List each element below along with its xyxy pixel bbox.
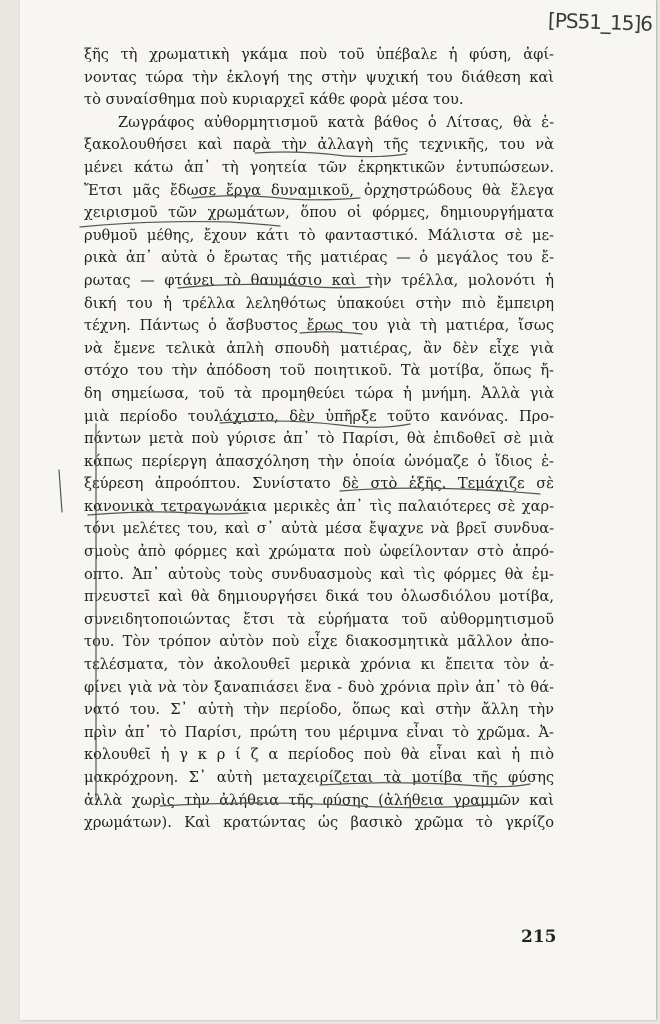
handwritten-archive-note: [PS51_15]6 <box>547 8 653 36</box>
text-line: τόνι μελέτες του, καὶ σ᾽ αὐτὰ μέσα ἔψαχνε νὰ βρεῖ συνδυα- <box>84 520 554 538</box>
text-line: χειρισμοῦ τῶν χρωμάτων, ὅπου οἱ φόρμες, δημιουργήματα <box>84 204 554 222</box>
text-line: δη σημείωσα, τοῦ τὰ προμηθεύει τώρα ἡ μνήμη. Ἀλλὰ γιὰ <box>84 384 554 402</box>
text-line: μακρόχρονη. Σ᾽ αὐτὴ μεταχειρίζεται τὰ μοτίβα τῆς φύσης <box>84 769 554 786</box>
body-text <box>84 44 554 835</box>
text-line: τὸ συναίσθημα ποὺ κυριαρχεῖ κάθε φορὰ μέσα του. <box>84 91 464 109</box>
text-line: κάπως περίεργη ἀπασχόληση τὴν ὁποία ὠνόμαζε ὁ ἴδιος ἐ- <box>84 452 554 470</box>
text-line: Ἔτσι μᾶς ἔδωσε ἔργα δυναμικοῦ, ὀρχηστρώδους θὰ ἔλεγα <box>84 181 554 199</box>
page-number: 215 <box>521 927 557 947</box>
text-line: πρὶν ἀπ᾽ τὸ Παρίσι, πρώτη του μέριμνα εἶναι τὸ χρῶμα. Ἀ- <box>84 723 554 741</box>
text-line: κολουθεῖ ἡ γ κ ρ ί ζ α περίοδος ποὺ θὰ εἶναι καὶ ἡ πιὸ <box>84 746 554 764</box>
text-line: μένει κάτω ἀπ᾽ τὴ γοητεία τῶν ἐκρηκτικῶν ἐντυπώσεων. <box>84 158 554 176</box>
text-line: ξεύρεση ἀπροόπτου. Συνίστατο δὲ στὸ ἑξῆς. Τεμάχιζε σὲ <box>84 475 554 493</box>
text-line: σμοὺς ἀπὸ φόρμες καὶ χρώματα ποὺ ὠφείλονταν στὸ ἀπρό- <box>84 543 554 561</box>
text-line: Ζωγράφος αὐθορμητισμοῦ κατὰ βάθος ὁ Λίτσας, θὰ ἐ- <box>118 113 554 131</box>
text-line: χρωμάτων). Καὶ κρατώντας ὡς βασικὸ χρῶμα τὸ γκρίζο <box>84 814 554 832</box>
text-line: ρυθμοῦ μέθης, ἔχουν κάτι τὸ φανταστικό. Μάλιστα σὲ με- <box>84 226 554 244</box>
text-line: συνειδητοποιώντας ἔτσι τὰ εὑρήματα τοῦ αὐθορμητισμοῦ <box>84 610 554 628</box>
text-line: πνευστεῖ καὶ θὰ δημιουργήσει δικά του ὁλωσδιόλου μοτίβα, <box>84 588 554 606</box>
text-line: πάντων μετὰ ποὺ γύρισε ἀπ᾽ τὸ Παρίσι, θὰ ἐπιδοθεῖ σὲ μιὰ <box>84 430 554 448</box>
text-line: τέχνη. Πάντως ὁ ἄσβυστος ἔρως του γιὰ τὴ ματιέρα, ἴσως <box>84 317 554 335</box>
text-line: νὰ ἔμενε τελικὰ ἁπλὴ σπουδὴ ματιέρας, ἂν δὲν εἶχε γιὰ <box>84 339 554 357</box>
text-line: φίνει γιὰ νὰ τὸν ξαναπιάσει ἕνα - δυὸ χρόνια πρὶν ἀπ᾽ τὸ θά- <box>84 678 554 696</box>
text-line: ρωτας — φτάνει τὸ θαυμάσιο καὶ τὴν τρέλλα, μολονότι ἡ <box>84 271 554 289</box>
text-line: κανονικὰ τετραγωνάκια μερικὲς ἀπ᾽ τὶς παλαιότερες σὲ χαρ- <box>84 497 554 515</box>
text-line: νοντας τώρα τὴν ἐκλογή της στὴν ψυχική του διάθεση καὶ <box>84 68 554 86</box>
text-line: στόχο του τὴν ἀπόδοση τοῦ ποιητικοῦ. Τὰ μοτίβα, ὅπως ἤ- <box>84 362 554 380</box>
text-line: οπτο. Ἀπ᾽ αὐτοὺς τοὺς συνδυασμοὺς καὶ τὶς φόρμες θὰ ἐμ- <box>84 565 554 583</box>
text-line: δική του ἡ τρέλλα λεληθότως ὑπακούει στὴν πιὸ ἔμπειρη <box>84 294 554 312</box>
text-line: νατό του. Σ᾽ αὐτὴ τὴν περίοδο, ὅπως καὶ στὴν ἄλλη τὴν <box>84 701 554 719</box>
text-line: ξῆς τὴ χρωματικὴ γκάμα ποὺ τοῦ ὑπέβαλε ἡ φύση, ἀφί- <box>84 46 554 63</box>
text-line: ρικὰ ἀπ᾽ αὐτὰ ὁ ἔρωτας τῆς ματιέρας — ὁ μεγάλος του ἔ- <box>84 249 554 267</box>
text-line: τελέσματα, τὸν ἀκολουθεῖ μερικὰ χρόνια κι ἔπειτα τὸν ἀ- <box>84 656 554 674</box>
text-line: μιὰ περίοδο τουλάχιστο, δὲν ὑπῆρξε τοῦτο κανόνας. Προ- <box>84 407 554 425</box>
text-line: ξακολουθήσει καὶ παρὰ τὴν ἀλλαγὴ τῆς τεχνικῆς, του νὰ <box>84 136 554 154</box>
text-line: του. Τὸν τρόπον αὐτὸν ποὺ εἶχε διακοσμητικὰ μᾶλλον ἀπο- <box>84 633 554 651</box>
text-line: ἀλλὰ χωρὶς τὴν ἀλήθεια τῆς φύσης (ἀλήθεια γραμμῶν καὶ <box>84 791 554 809</box>
